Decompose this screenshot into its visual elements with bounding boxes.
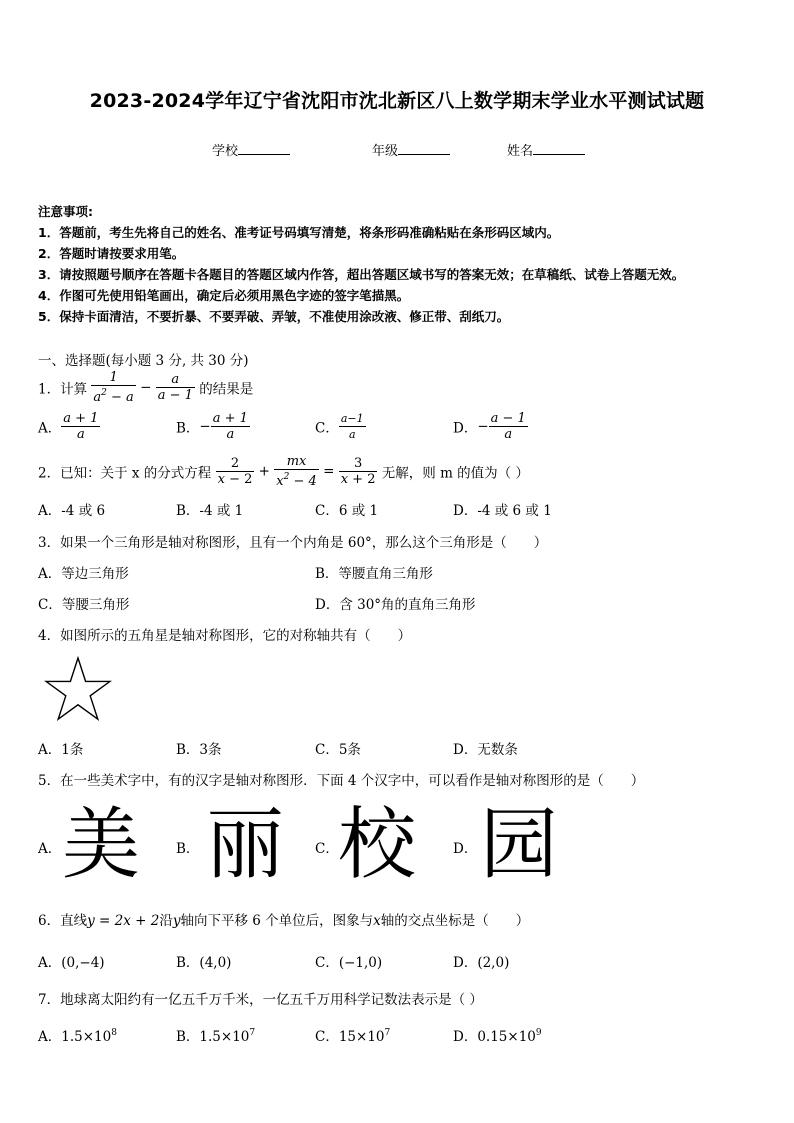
- school-label: 学校: [212, 144, 239, 159]
- q3-option-b: B．等腰直角三角形: [315, 566, 433, 582]
- q6-option-c: C．(−1,0): [315, 955, 383, 971]
- notice-item: 4．作图可先使用铅笔画出，确定后必须用黑色字迹的签字笔描黑。: [38, 288, 410, 303]
- question-6: 6．直线y = 2x + 2沿y轴向下平移 6 个单位后，图象与x轴的交点坐标是（ ）: [38, 913, 530, 929]
- q5-option-d-label: D．: [453, 841, 478, 857]
- q1-option-a: A． $\frac{a + 1}{a}$: [38, 411, 99, 442]
- question-5: 5．在一些美术字中，有的汉字是轴对称图形．下面 4 个汉字中，可以看作是轴对称图形的是（ ）: [38, 773, 645, 789]
- q3-option-a: A．等边三角形: [38, 566, 129, 582]
- q2-option-a: A．-4 或 6: [38, 503, 106, 519]
- q2-option-b: B．-4 或 1: [176, 503, 244, 519]
- q3-option-c: C．等腰三角形: [38, 597, 130, 613]
- notice-item: 1．答题前，考生先将自己的姓名、准考证号码填写清楚，将条形码准确粘贴在条形码区域内。: [38, 225, 560, 240]
- q4-option-c: C．5条: [315, 742, 361, 758]
- q1-prefix: 1．计算: [38, 381, 88, 398]
- q6-option-d: D．(2,0): [453, 955, 510, 971]
- q1-option-c: C． $\frac{a-1}{a}$: [315, 412, 364, 441]
- q6-option-a: A．(0,−4): [38, 955, 105, 971]
- q3-option-d: D．含 30°角的直角三角形: [315, 597, 476, 613]
- grade-field: [372, 140, 450, 159]
- q5-option-a-label: A．: [38, 841, 62, 857]
- q7-option-d: D．$0.15\times 10^9$: [453, 1028, 542, 1045]
- grade-label: 年级: [372, 144, 399, 159]
- school-field: [212, 140, 290, 159]
- q7-option-c: C．$15\times 10^7$: [315, 1028, 391, 1045]
- q5-char-yuan: 园: [480, 800, 559, 890]
- q1-suffix: 的结果是: [199, 381, 254, 398]
- q5-char-xiao: 校: [338, 800, 417, 890]
- page-title: 2023-2024学年辽宁省沈阳市沈北新区八上数学期末学业水平测试试题: [89, 90, 705, 112]
- section-heading: 一、选择题(每小题 3 分, 共 30 分): [38, 353, 249, 369]
- q5-option-b-label: B．: [176, 841, 200, 857]
- q5-char-mei: 美: [62, 800, 141, 890]
- q5-char-li: 丽: [206, 800, 285, 890]
- q2-option-d: D．-4 或 6 或 1: [453, 503, 552, 519]
- question-7: 7．地球离太阳约有一亿五千万千米，一亿五千万用科学记数法表示是（ ）: [38, 992, 483, 1008]
- name-field: [507, 140, 585, 159]
- q6-option-b: B．(4,0): [176, 955, 232, 971]
- q1-option-d: D．− $\frac{a - 1}{a}$: [453, 411, 526, 442]
- notice-item: 5．保持卡面清洁，不要折暴、不要弄破、弄皱，不准使用涂改液、修正带、刮纸刀。: [38, 309, 510, 324]
- five-pointed-star-icon: [44, 656, 112, 724]
- notice-item: 3．请按照题号顺序在答题卡各题目的答题区域内作答，超出答题区域书写的答案无效；在草稿纸、试卷上答题无效。: [38, 267, 685, 282]
- q4-option-b: B．3条: [176, 742, 222, 758]
- q5-option-c-label: C．: [315, 841, 339, 857]
- q7-option-b: B．$1.5\times 10^7$: [176, 1028, 256, 1045]
- q1-fraction-2: $\frac{a}{a - 1}$: [157, 372, 193, 403]
- q2-option-c: C．6 或 1: [315, 503, 379, 519]
- q1-option-b: B．− $\frac{a + 1}{a}$: [176, 411, 248, 442]
- question-3: 3．如果一个三角形是轴对称图形，且有一个内角是 60°，那么这个三角形是（ ）: [38, 535, 548, 551]
- q1-fraction-1: $\frac{1}{a^2 - a}$: [93, 370, 134, 405]
- name-label: 姓名: [507, 144, 534, 159]
- notice-item: 2．答题时请按要求用笔。: [38, 246, 185, 261]
- q4-option-d: D．无数条: [453, 742, 518, 758]
- question-4: 4．如图所示的五角星是轴对称图形，它的对称轴共有（ ）: [38, 628, 412, 644]
- question-2: 2．已知：关于 x 的分式方程 $\frac{2}{x - 2}$ + $\frac{mx}{x^2 - 4}$ = $\frac{3}{x + 2}$ 无解，则 m 的值为（ ）: [38, 454, 529, 489]
- q7-option-a: A．$1.5\times 10^8$: [38, 1028, 117, 1045]
- notice-heading: 注意事项:: [38, 204, 93, 219]
- question-1: 1．计算 $\frac{1}{a^2 - a}$ − $\frac{a}{a - 1}$ 的结果是: [38, 370, 254, 405]
- q4-option-a: A．1条: [38, 742, 84, 758]
